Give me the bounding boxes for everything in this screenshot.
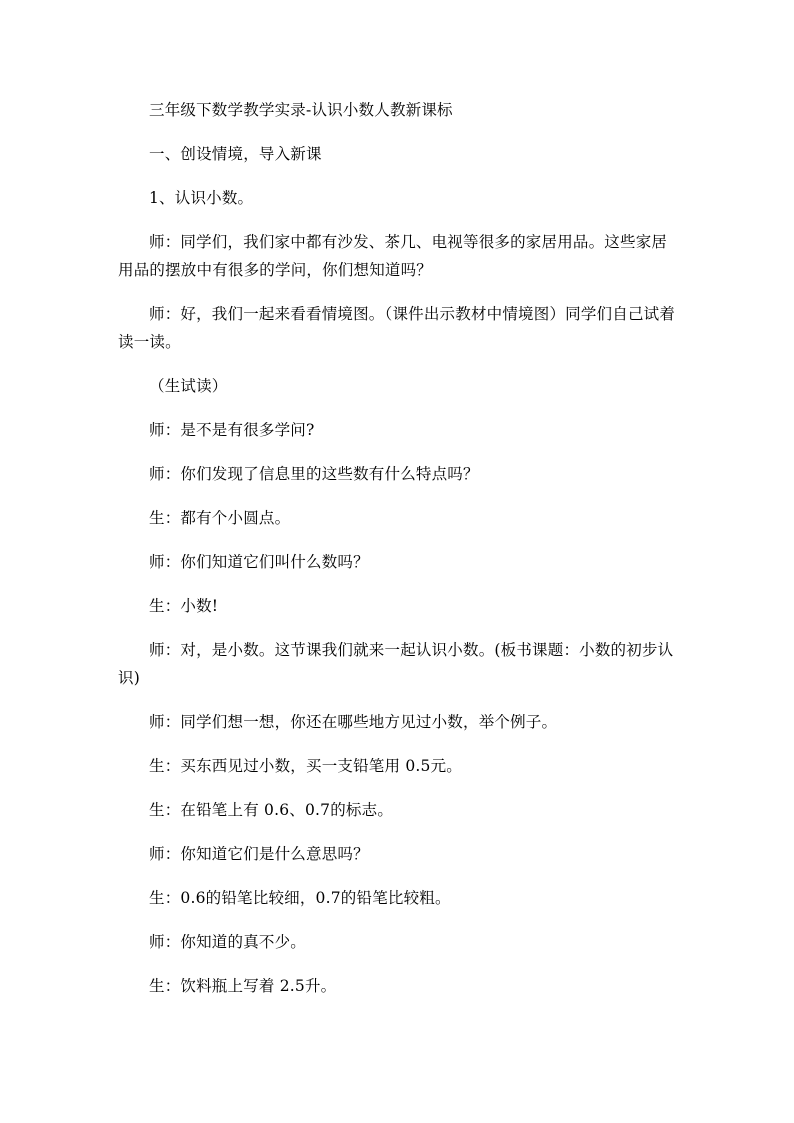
section-heading: 一、创设情境，导入新课: [149, 145, 322, 163]
paragraph-1: 师：同学们，我们家中都有沙发、茶几、电视等很多的家居用品。这些家居用品的摆放中有很多的学问，你们想知道吗？: [118, 233, 668, 279]
paragraph-12: 生：在铅笔上有 0.6、0.7的标志。: [149, 801, 394, 819]
paragraph-2: 师：好，我们一起来看看情境图。（课件出示教材中情境图）同学们自己试着读一读。: [118, 305, 676, 351]
paragraph-7: 师：你们知道它们叫什么数吗？: [149, 553, 369, 571]
paragraph-13: 师：你知道它们是什么意思吗？: [149, 845, 369, 863]
paragraph-4: 师：是不是有很多学问?: [149, 421, 315, 439]
subsection-heading: 1、认识小数。: [149, 189, 254, 207]
paragraph-3: （生试读）: [149, 377, 228, 395]
paragraph-5: 师：你们发现了信息里的这些数有什么特点吗？: [149, 465, 479, 483]
paragraph-11: 生：买东西见过小数，买一支铅笔用 0.5元。: [149, 757, 462, 775]
document-page: [118, 96, 678, 1016]
document-title: 三年级下数学教学实录-认识小数人教新课标: [149, 101, 453, 119]
paragraph-8: 生：小数!: [149, 597, 219, 615]
paragraph-14: 生：0.6的铅笔比较细，0.7的铅笔比较粗。: [149, 889, 451, 907]
paragraph-9: 师：对，是小数。这节课我们就来一起认识小数。(板书课题：小数的初步认识): [118, 641, 674, 687]
paragraph-6: 生：都有个小圆点。: [149, 509, 291, 527]
paragraph-10: 师：同学们想一想，你还在哪些地方见过小数，举个例子。: [149, 713, 558, 731]
paragraph-15: 师：你知道的真不少。: [149, 933, 307, 951]
paragraph-16: 生：饮料瓶上写着 2.5升。: [149, 977, 337, 995]
